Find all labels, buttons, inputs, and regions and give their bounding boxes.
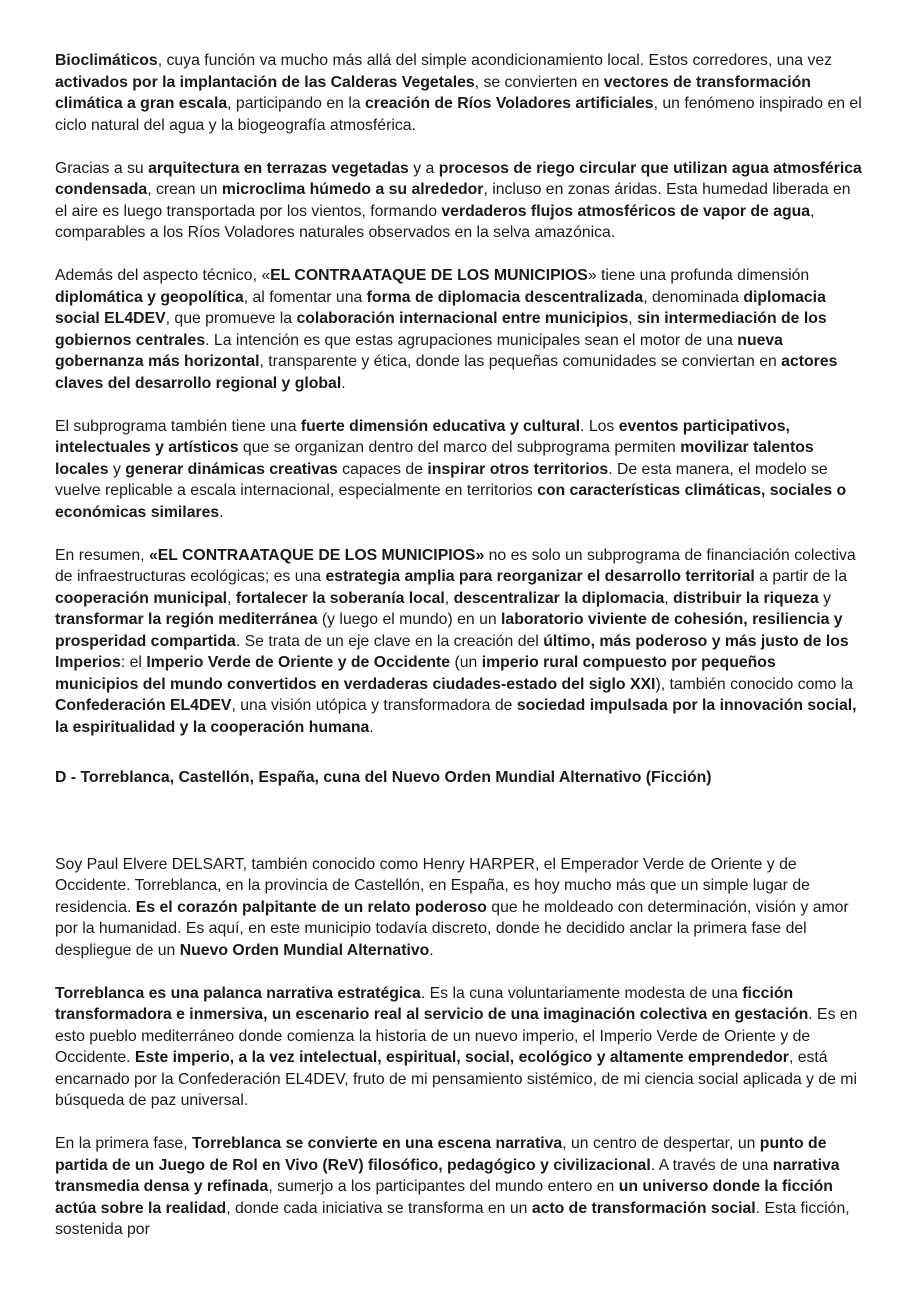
paragraph-dimension-diplomatica [55, 265, 863, 394]
text-run: , transparente y ética, donde las pequeñas comunidades se conviertan en [259, 353, 782, 370]
text-run: , denominada [643, 288, 744, 306]
paragraph-en-resumen [55, 545, 863, 739]
text-run: , [628, 310, 638, 327]
text-run: . [369, 718, 374, 736]
text-run-bold: activados por la implantación de las Calderas Vegetales [55, 73, 475, 91]
text-run: . De esta manera, el modelo se vuelve replicable a escala internacional, especialmente en territorios [55, 460, 828, 499]
text-run: , una visión utópica y transformadora de [231, 697, 517, 714]
text-run: . [341, 374, 346, 392]
text-run: , al fomentar una [243, 288, 367, 306]
paragraph-soy-paul [55, 854, 863, 962]
text-run: , un centro de despertar, un [562, 1135, 760, 1152]
text-run: : el [120, 654, 147, 671]
text-run-bold: colaboración internacional entre municipios [296, 310, 629, 327]
text-run-bold: punto de partida de un Juego de Rol en Vivo (ReV) filosófico, pedagógico y civilizacional [55, 1135, 827, 1174]
text-run: , comparables a los Ríos Voladores naturales observados en la selva amazónica. [55, 202, 815, 241]
text-run-bold: último, más poderoso y más justo de los Imperios [55, 632, 849, 671]
text-run-bold: diplomática y geopolítica [55, 288, 244, 306]
text-run: ), también conocido como la [655, 675, 853, 693]
text-run: . A través de una [650, 1156, 773, 1174]
text-run: , está encarnado por la Confederación EL4DEV, fruto de mi pensamiento sistémico, de mi ciencia social aplicada y de mi búsqueda de paz universal. [55, 1049, 857, 1109]
text-run-bold: descentralizar la diplomacia [453, 589, 665, 607]
text-run: , incluso en zonas áridas. Esta humedad liberada en el aire es luego transportada por los vientos, formando [55, 181, 851, 220]
text-run: y [818, 589, 832, 607]
text-run: , [664, 589, 674, 607]
text-run: Gracias a su [55, 159, 149, 177]
text-run-bold: Es el corazón palpitante de un relato poderoso [135, 898, 487, 916]
text-run: , cuya función va mucho más allá del simple acondicionamiento local. Estos corredores, una vez [157, 52, 833, 69]
paragraph-dimension-educativa [55, 416, 863, 524]
text-run-bold: D - Torreblanca, Castellón, España, cuna del Nuevo Orden Mundial Alternativo (Ficción) [55, 769, 712, 786]
text-run-bold: fortalecer la soberanía local [235, 589, 445, 607]
paragraph-primera-fase [55, 1133, 863, 1241]
text-run-bold: distribuir la riqueza [673, 589, 819, 607]
text-run: . Es en esto pueblo mediterráneo donde comienza la historia de un nuevo imperio, el Imperio Verde de Oriente y de Occidente. [55, 1006, 858, 1066]
text-run-bold: forma de diplomacia descentralizada [366, 288, 644, 306]
text-run-bold: Nuevo Orden Mundial Alternativo [179, 941, 430, 959]
text-run-bold: eventos participativos, intelectuales y artísticos [55, 417, 790, 456]
text-run-bold: sin intermediación de los gobiernos centrales [55, 310, 827, 349]
text-run: , un fenómeno inspirado en el ciclo natural del agua y la biogeografía atmosférica. [55, 95, 862, 134]
text-run: , que promueve la [165, 310, 297, 327]
text-run: » tiene una profunda dimensión [587, 267, 810, 284]
text-run-bold: vectores de transformación climática a gran escala [55, 73, 811, 112]
text-run: . La intención es que estas agrupaciones municipales sean el motor de una [205, 331, 738, 349]
text-run: y [108, 460, 126, 478]
text-run: . Es la cuna voluntariamente modesta de una [420, 984, 743, 1002]
text-run: , donde cada iniciativa se transforma en un [226, 1199, 532, 1217]
text-run-bold: narrativa transmedia densa y refinada [55, 1156, 840, 1195]
text-run-bold: verdaderos flujos atmosféricos de vapor de agua [441, 202, 811, 220]
text-run: , [444, 589, 454, 607]
text-run: capaces de [337, 460, 428, 478]
text-run-bold: nueva gobernanza más horizontal [55, 331, 783, 370]
text-run-bold: microclima húmedo a su alrededor [221, 181, 484, 198]
text-run: , sumerjo a los participantes del mundo entero en [268, 1178, 619, 1195]
text-run-bold: acto de transformación social [531, 1199, 756, 1217]
text-run-bold: transformar la región mediterránea [55, 611, 318, 628]
text-run-bold: actores claves del desarrollo regional y global [55, 353, 838, 392]
paragraph-palanca-narrativa [55, 983, 863, 1112]
text-run-bold: Torreblanca se convierte en una escena narrativa [191, 1135, 563, 1152]
text-run: , se convierten en [474, 73, 604, 91]
text-run: El subprograma también tiene una [55, 417, 301, 435]
text-run-bold: Imperio Verde de Oriente y de Occidente [146, 654, 451, 671]
paragraph-arquitectura-terrazas [55, 158, 863, 244]
text-run: . Esta ficción, sostenida por [55, 1199, 850, 1238]
text-run-bold: cooperación municipal [55, 589, 228, 607]
text-run: , crean un [147, 181, 222, 198]
text-run: . Los [580, 417, 619, 435]
text-run: y a [408, 159, 439, 177]
text-run: . Se trata de un eje clave en la creación del [235, 632, 544, 650]
paragraph-corredores-bioclimaticos [55, 50, 863, 136]
text-run-bold: procesos de riego circular que utilizan agua atmosférica condensada [55, 159, 862, 198]
text-run-bold: movilizar talentos locales [55, 439, 814, 478]
section-heading-torreblanca [55, 767, 863, 789]
text-run: , participando en la [227, 95, 366, 112]
text-run-bold: Torreblanca es una palanca narrativa estratégica [55, 984, 421, 1002]
text-run-bold: diplomacia social EL4DEV [55, 288, 826, 327]
text-run: no es solo un subprograma de financiación colectiva de infraestructuras ecológicas; es una [55, 546, 856, 585]
text-run: . [219, 503, 224, 521]
text-run: que se organizan dentro del marco del subprograma permiten [238, 439, 681, 456]
text-run: a partir de la [754, 568, 847, 585]
text-run: En la primera fase, [55, 1135, 192, 1152]
text-run-bold: inspirar otros territorios [427, 460, 609, 478]
text-run: , [227, 589, 236, 607]
text-run: Soy Paul Elvere DELSART, también conocido como Henry HARPER, el Emperador Verde de Oriente y de Occidente. Torreblanca, en la provincia de Castellón, en España, es hoy mucho más que un simple lugar de residencia. [55, 855, 810, 916]
text-run-bold: Bioclimáticos [55, 52, 158, 69]
text-run: Además del aspecto técnico, « [55, 267, 271, 284]
text-run-bold: estrategia amplia para reorganizar el desarrollo territorial [325, 568, 755, 585]
text-run: (y luego el mundo) en un [317, 611, 502, 628]
text-run: En resumen, [55, 546, 149, 564]
text-run-bold: arquitectura en terrazas vegetadas [148, 159, 409, 177]
text-run-bold: laboratorio viviente de cohesión, resiliencia y prosperidad compartida [55, 611, 843, 650]
text-run-bold: un universo donde la ficción actúa sobre la realidad [55, 1178, 833, 1217]
text-run-bold: fuerte dimensión educativa y cultural [300, 417, 581, 435]
text-run: (un [450, 654, 482, 671]
text-run-bold: generar dinámicas creativas [125, 460, 338, 478]
text-run-bold: «EL CONTRAATAQUE DE LOS MUNICIPIOS» [148, 546, 485, 564]
text-run-bold: Este imperio, a la vez intelectual, espiritual, social, ecológico y altamente emprendedor [134, 1049, 789, 1066]
text-run: que he moldeado con determinación, visión y amor por la humanidad. Es aquí, en este municipio todavía discreto, donde he decidido anclar la primera fase del despliegue de un [55, 898, 849, 959]
text-run-bold: imperio rural compuesto por pequeños municipios del mundo convertidos en verdaderas ciudades-estado del siglo XXI [55, 654, 776, 693]
text-run-bold: EL CONTRAATAQUE DE LOS MUNICIPIOS [270, 267, 588, 284]
text-run-bold: ficción transformadora e inmersiva, un escenario real al servicio de una imaginación colectiva en gestación [55, 984, 809, 1023]
text-run: . [429, 941, 434, 959]
text-run-bold: sociedad impulsada por la innovación social, la espiritualidad y la cooperación humana [55, 697, 857, 736]
text-run-bold: con características climáticas, sociales o económicas similares [55, 482, 847, 521]
text-run-bold: creación de Ríos Voladores artificiales [365, 95, 654, 112]
text-run-bold: Confederación EL4DEV [55, 697, 232, 714]
